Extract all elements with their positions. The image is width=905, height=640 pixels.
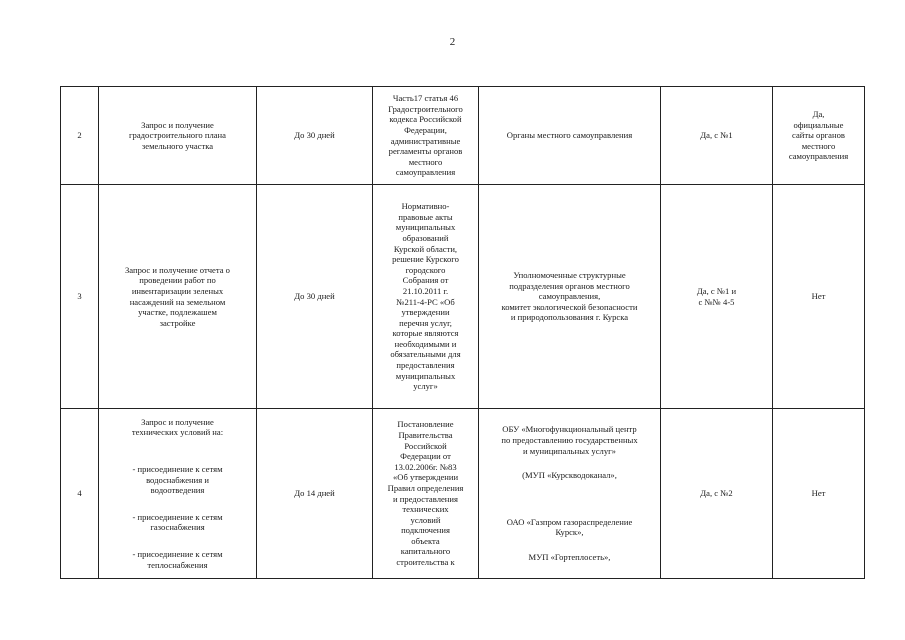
row-number-cell: 2	[61, 87, 99, 185]
legal-basis-cell	[373, 409, 479, 579]
table-row	[61, 87, 865, 185]
service-item: - присоединение к сетям теплоснабжения	[132, 548, 223, 570]
agency-cell	[479, 409, 661, 579]
online-cell: Нет	[773, 185, 865, 409]
reference-cell: Да, с №1	[661, 87, 773, 185]
agency-cell: Органы местного самоуправления	[479, 87, 661, 185]
legal-basis-text: Постановление Правительства Российской Федерации от 13.02.2006г. №83 «Об утверждении Правил определения и предоставления технических условий подключения объекта капитального строительства к	[387, 419, 464, 568]
services-table	[60, 86, 865, 579]
legal-basis-cell	[373, 87, 479, 185]
agency-item: МУП «Гортеплосеть»,	[528, 551, 611, 562]
service-item: - присоединение к сетям водоснабжения и водоотведения	[132, 464, 223, 496]
service-heading: Запрос и получение технических условий на:	[131, 416, 224, 438]
table-row	[61, 185, 865, 409]
term-cell: До 30 дней	[257, 185, 373, 409]
agency-cell: Уполномоченные структурные подразделения органов местного самоуправления, комитет экологической безопасности и природопользования г. Курска	[479, 185, 661, 409]
legal-basis-text: Часть17 статья 46 Градостроительного кодекса Российской Федерации, административные регламенты органов местного самоуправления	[388, 93, 463, 178]
reference-cell: Да, с №1 и с №№ 4-5	[661, 185, 773, 409]
row-number-cell: 3	[61, 185, 99, 409]
service-item: - присоединение к сетям газоснабжения	[132, 511, 223, 533]
row-number-cell: 4	[61, 409, 99, 579]
term-cell: До 14 дней	[257, 409, 373, 579]
legal-basis-cell	[373, 185, 479, 409]
service-name-cell	[99, 409, 257, 579]
online-cell: Да, официальные сайты органов местного самоуправления	[773, 87, 865, 185]
agency-item: (МУП «Курскводоканал»,	[522, 470, 617, 481]
page-number: 2	[449, 36, 456, 48]
online-cell: Нет	[773, 409, 865, 579]
table-row	[61, 409, 865, 579]
service-name-cell: Запрос и получение отчета о проведении работ по инвентаризации зеленых насаждений на земельном участке, подлежашем застройке	[99, 185, 257, 409]
agency-item: ОБУ «Многофункциональный центр по предоставлению государственных и муниципальных услуг»	[501, 424, 638, 456]
legal-basis-text: Нормативно- правовые акты муниципальных образований Курской области, решение Курского городского Собрания от 21.10.2011 г. №211-4-РС «Об утверждении перечня услуг, которые являются необходимыми и обязательными для предоставления муниципальных услуг»	[390, 201, 461, 392]
agency-item: ОАО «Газпром газораспределение Курск»,	[506, 516, 633, 538]
service-name-cell: Запрос и получение градостроительного плана земельного участка	[99, 87, 257, 185]
reference-cell: Да, с №2	[661, 409, 773, 579]
term-cell: До 30 дней	[257, 87, 373, 185]
